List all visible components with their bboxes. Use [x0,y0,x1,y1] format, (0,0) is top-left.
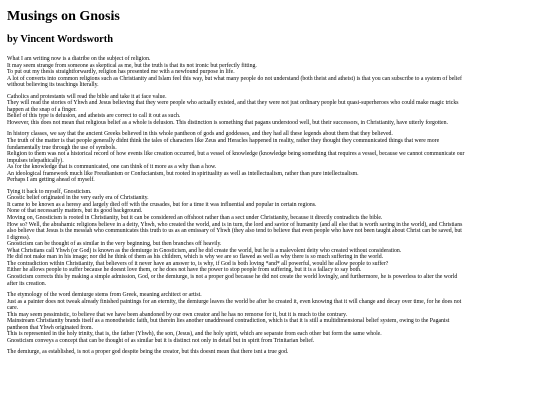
text-line: This may seem pessimistic, to believe that we have been abandoned by our own creator and he has no remorse for it, but it is much to the contrary. [7,311,348,318]
text-line: They will read the stories of Yhwh and Jesus believing that they were people who actually existed, and that they were not just ordinary people but quasi-superheroes who could make magic tricks [7,100,459,107]
paragraph [7,56,534,89]
text-line: after its creation. [7,280,47,287]
text-line: The demiurge, as established, is not a proper god despite being the creator, but this doesnt mean that there isnt a true god. [7,349,289,356]
paragraph [7,94,534,127]
text-line: None of that necessarily matters, but its good background. [7,208,143,215]
text-line: It came to be known as a heresy and largely died off with the crusades, but for a time it was influential and popular in certain regions. [7,201,317,208]
text-line: impulses telepathically). [7,157,64,164]
text-line: This is represented in the holy trinity, that is, the father (Yhwh), the son, (Jesus), and the holy spirit, which are separate from each other but form the same whole. [7,331,382,338]
paragraph [7,131,534,183]
text-line: Gnostic belief originated in the very early era of Christianity. [7,195,149,202]
text-line: To put out my thesis straightforwardly, religion has presented me with a newfound purpose in life. [7,69,235,76]
text-line: Just as a painter does not tweak already finished paintings for an eternity, the demiurge leaves the world be after he created it, even knowing that it will change and decay over time, for he does not [7,298,462,305]
text-line: I digress). [7,234,31,241]
paragraph [7,349,534,356]
document-title: Musings on Gnosis [7,9,120,24]
text-line: What I am writing now is a diatribe on the subject of religion. [7,56,151,62]
text-line: The contradiction within Christianity, that believers of it never have an answer to, is why, if God is both loving *and* all powerful, would he allow people to suffer? [7,260,389,267]
text-line: Moving on, Gnosticism is rooted in Christianity, but it can be considered an offshoot rather than a sect under Christianity, because it directly contradicts the bible. [7,215,383,222]
text-line: As for the knowledge that is communicated, one can think of it more as a why than a how. [7,164,217,171]
text-line: What Christians call Yhwh (or God) is known as the demiurge in Gnosticism, and he did create the world, but he is a malevolent deity who created without consideration. [7,247,402,254]
text-line: Tying it back to myself, Gnosticism. [7,188,92,195]
text-line: Catholics and protestants will read the bible and take it at face value. [7,93,167,100]
text-line: also believe that Jesus is the messiah who communicates this truth to us as an emissary of Yhwh (they also tend to believe that even people who have not been taught about Christ can be saved, but [7,228,462,235]
text-line: The truth of the matter is that people generally didnt think the tales of characters like Zeus and Heracles happened in reality, rather they thought they communicated things that were more [7,138,440,145]
text-line: happen at the snap of a finger. [7,106,77,113]
text-line: Mainstream Christianity brands itself as a monotheistic faith, but therein lies another unaddressed contradiction, which is that it is still a multidimensional belief system, owing to the Paganist [7,318,450,325]
text-line: Gnosticism corrects this by making a simple admission, God, or the demiurge, is not a proper god because he did not create the world lovingly, and furthermore, he is powerless to alter the world [7,273,458,280]
paragraph [7,292,534,344]
document-body [7,56,534,356]
paragraph [7,189,534,287]
text-line: He did not make man in his image; nor did he think of them as his children, which is why we are so flawed as well as why there is so much suffering in the world. [7,254,384,261]
text-line: Gnosticism can be thought of as similar in the very beginning, but then branches off heavily. [7,241,222,248]
text-line: fundamentally true through the use of symbols. [7,144,117,151]
text-line: In history classes, we say that the ancient Greeks believed in this whole pantheon of gods and goddesses, and they had all these legends about them that they believed. [7,131,393,138]
text-line: Either he allows people to suffer because he doesnt love them, or he does not have the power to stop people from suffering, but it is a fallacy to say both. [7,267,362,274]
text-line: Religion to them was not a historical record of how events like creation occurred, but a vessel of knowledge (knowledge being something that requires a vessel, because we cannot communicate our [7,151,465,158]
text-line: The etymology of the word demiurge stems from Greek, meaning architect or artist. [7,292,202,299]
text-line: care. [7,305,19,312]
text-line: An ideological framework much like Freudianism or Confucianism, but rooted in spirituality as well as intellectualism, rather than pure intellectualism. [7,170,359,177]
text-line: without believing its teachings literally. [7,82,99,89]
text-line: Gnosticism conveys a concept that can be thought of as similar but it is distinct not only in detail but in spirit from Trinitarian belief. [7,337,315,344]
text-line: However, this does not mean that religious belief as a whole is delusion. This distinction is something that pagans understood well, but their successors, in Christianity, have utterly forgotten. [7,119,448,126]
text-line: Belief of this type is delusion, and atheists are correct to call it out as such. [7,113,181,120]
text-line: It may seem strange from someone as skeptical as me, but the truth is that its not ironic but perfectly fitting. [7,62,257,69]
text-line: pantheon that Yhwh originated from. [7,324,93,331]
byline: by Vincent Wordsworth [7,34,114,45]
text-line: Perhaps I am getting ahead of myself. [7,177,95,184]
text-line: How so? Well, the abrahamic religions believe in a deity, Yhwh, who created the world, and is in turn, the lord and savior of humanity (and all else that is worth saving in the world), and Christians [7,221,463,228]
text-line: A lot of converts into common religions such as Christianity and Islam feel this way, but what many people do not understand (both theist and atheist) is that you can subscribe to a system of belief [7,75,462,82]
